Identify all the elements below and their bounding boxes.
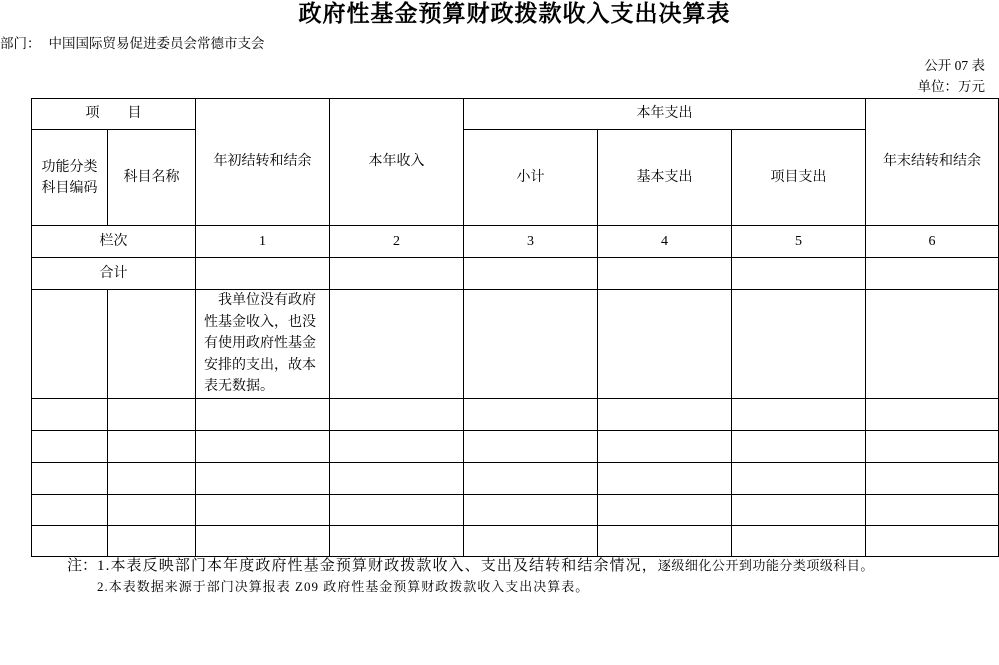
department-line: [0, 34, 265, 54]
table-cell: [732, 462, 866, 494]
note-item-1-text: 1.本表反映部门本年度政府性基金预算财政拨款收入、支出及结转和结余情况，: [97, 558, 658, 574]
total-cell: [330, 258, 464, 290]
header-project-expense: 项目支出: [732, 130, 866, 226]
table-cell: [196, 494, 330, 525]
header-function-code: [32, 130, 108, 226]
table-cell: [330, 398, 464, 430]
table-cell: [330, 290, 464, 399]
header-subtotal: 小计: [464, 130, 598, 226]
table-row: [32, 525, 999, 556]
table-cell: [196, 525, 330, 556]
note-item-1: [97, 556, 874, 576]
table-cell: [866, 398, 999, 430]
notes-list: [97, 556, 874, 597]
no-data-note: 我单位没有政府性基金收入，也没有使用政府性基金安排的支出，故本表无数据。: [196, 290, 330, 399]
column-index-1: 1: [196, 226, 330, 258]
table-cell: [464, 525, 598, 556]
column-index-2: 2: [330, 226, 464, 258]
table-cell: [108, 462, 196, 494]
column-index-6: 6: [866, 226, 999, 258]
table-cell: [330, 462, 464, 494]
table-cell: [464, 398, 598, 430]
table-cell: [732, 290, 866, 399]
table-row: [32, 494, 999, 525]
header-current-year-income: 本年收入: [330, 99, 464, 226]
table-cell: [108, 290, 196, 399]
table-cell: [598, 525, 732, 556]
table-cell: [464, 494, 598, 525]
note-item-2: 2.本表数据来源于部门决算报表 Z09 政府性基金预算财政拨款收入支出决算表。: [97, 579, 590, 594]
table-cell: [32, 430, 108, 462]
table-cell: [598, 430, 732, 462]
table-row: [32, 462, 999, 494]
table-cell: [732, 398, 866, 430]
department-name: 中国国际贸易促进委员会常德市支会: [48, 36, 265, 51]
table-cell: [598, 494, 732, 525]
table-cell: [330, 494, 464, 525]
table-cell: [598, 290, 732, 399]
header-subject-name: 科目名称: [108, 130, 196, 226]
table-cell: [330, 525, 464, 556]
column-index-4: 4: [598, 226, 732, 258]
report-title: 政府性基金预算财政拨款收入支出决算表: [298, 1, 731, 26]
table-row: [32, 398, 999, 430]
table-cell: [732, 525, 866, 556]
table-cell: [32, 290, 108, 399]
table-cell: [732, 430, 866, 462]
table-cell: [32, 525, 108, 556]
header-closing-balance: 年末结转和结余: [866, 99, 999, 226]
header-current-year-expense: 本年支出: [464, 99, 866, 130]
note-item-1-tail: 逐级细化公开到功能分类项级科目。: [657, 558, 874, 573]
table-cell: [108, 525, 196, 556]
header-item: 项 目: [32, 99, 196, 130]
column-index-5: 5: [732, 226, 866, 258]
table-cell: [108, 430, 196, 462]
column-index-row: [32, 226, 999, 258]
table-cell: [598, 462, 732, 494]
table-cell: [464, 462, 598, 494]
header-basic-expense: 基本支出: [598, 130, 732, 226]
total-cell: [866, 258, 999, 290]
table-cell: [196, 398, 330, 430]
table-cell: [866, 494, 999, 525]
header-row-1: [32, 99, 999, 130]
table-cell: [32, 398, 108, 430]
header-function-code-line1: 功能分类: [41, 159, 98, 175]
table-cell: [330, 430, 464, 462]
table-cell: [32, 462, 108, 494]
table-cell: [866, 290, 999, 399]
table-cell: [32, 494, 108, 525]
total-cell: [598, 258, 732, 290]
table-cell: [732, 494, 866, 525]
total-row: [32, 258, 999, 290]
table-row: [32, 430, 999, 462]
header-function-code-line2: 科目编码: [41, 180, 98, 196]
total-label: 合计: [32, 258, 196, 290]
table-cell: [464, 290, 598, 399]
department-label: 部门：: [0, 36, 41, 51]
total-cell: [464, 258, 598, 290]
table-cell: [866, 430, 999, 462]
table-row: [32, 290, 999, 399]
column-index-3: 3: [464, 226, 598, 258]
unit-label: 单位：万元: [917, 79, 985, 94]
table-cell: [866, 525, 999, 556]
column-index-label: 栏次: [32, 226, 196, 258]
header-row-2: [32, 130, 999, 226]
total-cell: [196, 258, 330, 290]
table-cell: [196, 430, 330, 462]
total-cell: [732, 258, 866, 290]
form-code: 公开 07 表: [924, 58, 985, 73]
header-opening-balance: 年初结转和结余: [196, 99, 330, 226]
table-cell: [108, 398, 196, 430]
table-cell: [464, 430, 598, 462]
table-cell: [196, 462, 330, 494]
notes-label: 注：: [67, 558, 98, 574]
table-cell: [866, 462, 999, 494]
table-cell: [598, 398, 732, 430]
budget-table: [31, 98, 999, 557]
table-cell: [108, 494, 196, 525]
